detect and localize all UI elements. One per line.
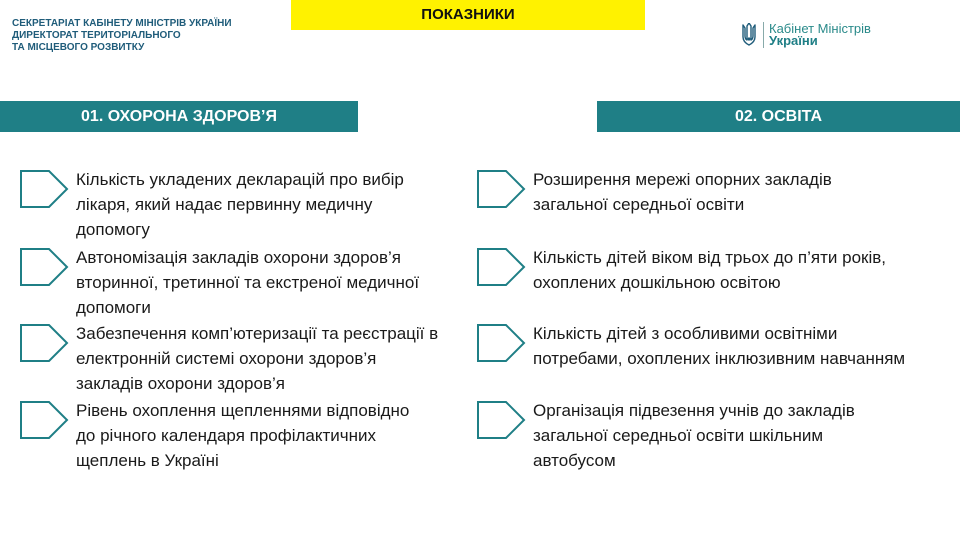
list-item-line: загальної середньої освіти (533, 195, 745, 214)
chevron-arrow-icon (19, 247, 69, 287)
logo-line: Кабінет Міністрів (769, 21, 871, 36)
chevron-arrow-icon (476, 323, 526, 363)
list-item-line: Розширення мережі опорних закладів (533, 170, 832, 189)
chevron-arrow-icon (476, 169, 526, 209)
list-item-line: Кількість дітей віком від трьох до п’яти років, (533, 248, 887, 267)
list-item-line: допомоги (76, 298, 151, 317)
page-title-banner: ПОКАЗНИКИ (291, 0, 645, 30)
org-line: ДИРЕКТОРАТ ТЕРИТОРІАЛЬНОГО (12, 30, 181, 41)
cabinet-logo (740, 22, 871, 48)
list-item-line: Кількість дітей з особливими освітніми (533, 324, 838, 343)
chevron-arrow-icon (476, 400, 526, 440)
list-item-line: Рівень охоплення щепленнями відповідно (76, 401, 410, 420)
list-item-text (533, 321, 905, 371)
list-item-line: Кількість укладених декларацій про вибір (76, 170, 404, 189)
list-item-line: Автономізація закладів охорони здоров’я (76, 248, 402, 267)
list-item-line: вторинної, третинної та екстреної медичної (76, 273, 420, 292)
section-header-health: 01. ОХОРОНА ЗДОРОВ’Я (0, 101, 358, 132)
organization-name (12, 18, 232, 54)
list-item-text (76, 245, 419, 320)
org-line: ТА МІСЦЕВОГО РОЗВИТКУ (12, 42, 145, 53)
chevron-arrow-icon (19, 169, 69, 209)
list-item-line: допомогу (76, 220, 150, 239)
list-item-text (533, 398, 855, 473)
chevron-arrow-icon (19, 400, 69, 440)
list-item-text (76, 321, 438, 396)
section-header-education: 02. ОСВІТА (597, 101, 960, 132)
logo-divider (763, 22, 764, 48)
chevron-arrow-icon (476, 247, 526, 287)
list-item-text (533, 167, 832, 217)
list-item-line: закладів охорони здоров’я (76, 374, 285, 393)
list-item-line: до річного календаря профілактичних (76, 426, 377, 445)
list-item-text (533, 245, 886, 295)
list-item-line: потребами, охоплених інклюзивним навчанням (533, 349, 906, 368)
logo-text (769, 23, 871, 47)
org-line: СЕКРЕТАРІАТ КАБІНЕТУ МІНІСТРІВ УКРАЇНИ (12, 18, 232, 29)
list-item-line: лікаря, який надає первинну медичну (76, 195, 373, 214)
list-item-line: електронній системі охорони здоров’я (76, 349, 377, 368)
logo-line: України (769, 33, 818, 48)
list-item-line: щеплень в Україні (76, 451, 219, 470)
list-item-line: загальної середньої освіти шкільним (533, 426, 824, 445)
list-item-text (76, 167, 404, 242)
trident-icon (740, 23, 758, 47)
list-item-line: автобусом (533, 451, 616, 470)
chevron-arrow-icon (19, 323, 69, 363)
list-item-text (76, 398, 409, 473)
list-item-line: Забезпечення комп’ютеризації та реєстрації в (76, 324, 439, 343)
list-item-line: охоплених дошкільною освітою (533, 273, 781, 292)
list-item-line: Організація підвезення учнів до закладів (533, 401, 855, 420)
